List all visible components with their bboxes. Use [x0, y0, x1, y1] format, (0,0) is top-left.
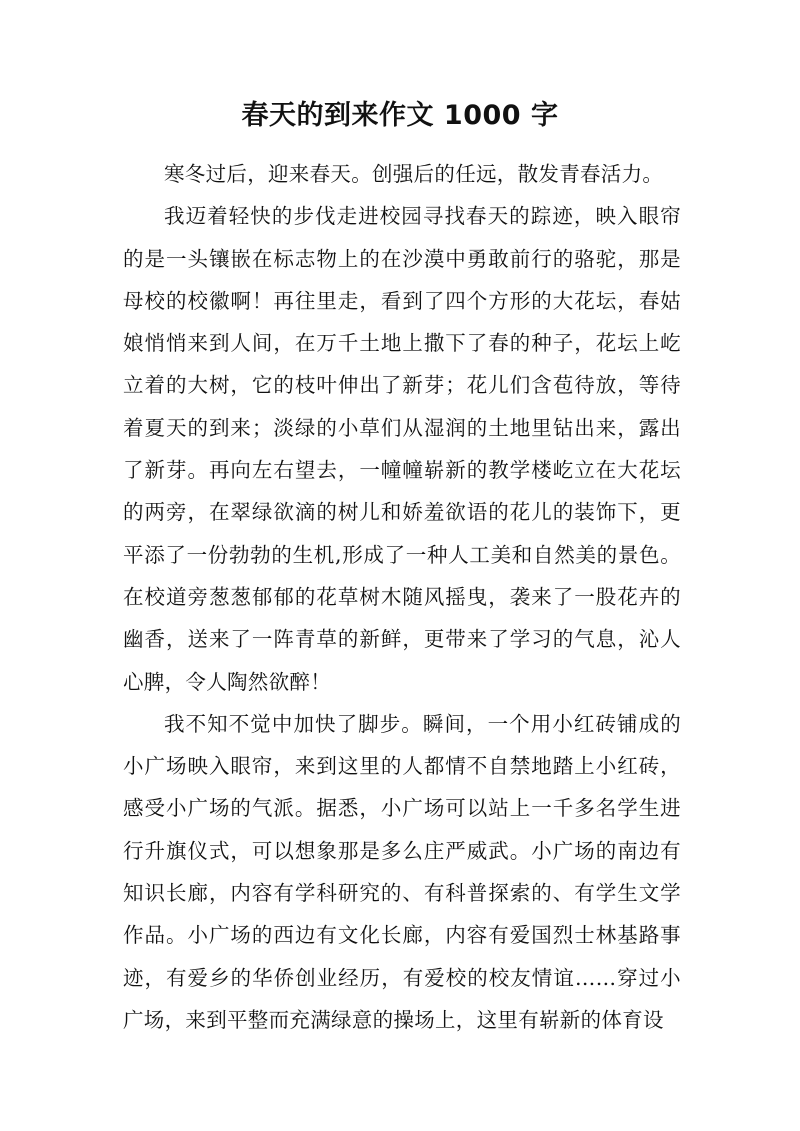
paragraph-2: 我迈着轻快的步伐走进校园寻找春天的踪迹，映入眼帘的是一头镶嵌在标志物上的在沙漠中勇敢前行的骆驼，那是母校的校徽啊！再往里走，看到了四个方形的大花坛，春姑娘悄悄来到人间，在万千土地上撒下了春的种子，花坛上屹立着的大树，它的枝叶伸出了新芽；花儿们含苞待放，等待着夏天的到来；淡绿的小草们从湿润的土地里钻出来，露出了新芽。再向左右望去，一幢幢崭新的教学楼屹立在大花坛的两旁，在翠绿欲滴的树儿和娇羞欲语的花儿的装饰下，更平添了一份勃勃的生机,形成了一种人工美和自然美的景色。在校道旁葱葱郁郁的花草树木随风摇曳，袭来了一股花卉的幽香，送来了一阵青草的新鲜，更带来了学习的气息，沁人心脾，令人陶然欲醉！	[123, 204, 681, 694]
document-body	[123, 153, 681, 1041]
paragraph-3: 我不知不觉中加快了脚步。瞬间，一个用小红砖铺成的小广场映入眼帘，来到这里的人都情不自禁地踏上小红砖，感受小广场的气派。据悉，小广场可以站上一千多名学生进行升旗仪式，可以想象那是多么庄严威武。小广场的南边有知识长廊，内容有学科研究的、有科普探索的、有学生文学作品。小广场的西边有文化长廊，内容有爱国烈士林基路事迹，有爱乡的华侨创业经历，有爱校的校友情谊……穿过小广场，来到平整而充满绿意的操场上，这里有崭新的体育设	[123, 711, 681, 1032]
paragraph-1: 寒冬过后，迎来春天。创强后的任远，散发青春活力。	[164, 162, 664, 186]
document-title: 春天的到来作文 1000 字	[241, 100, 559, 131]
